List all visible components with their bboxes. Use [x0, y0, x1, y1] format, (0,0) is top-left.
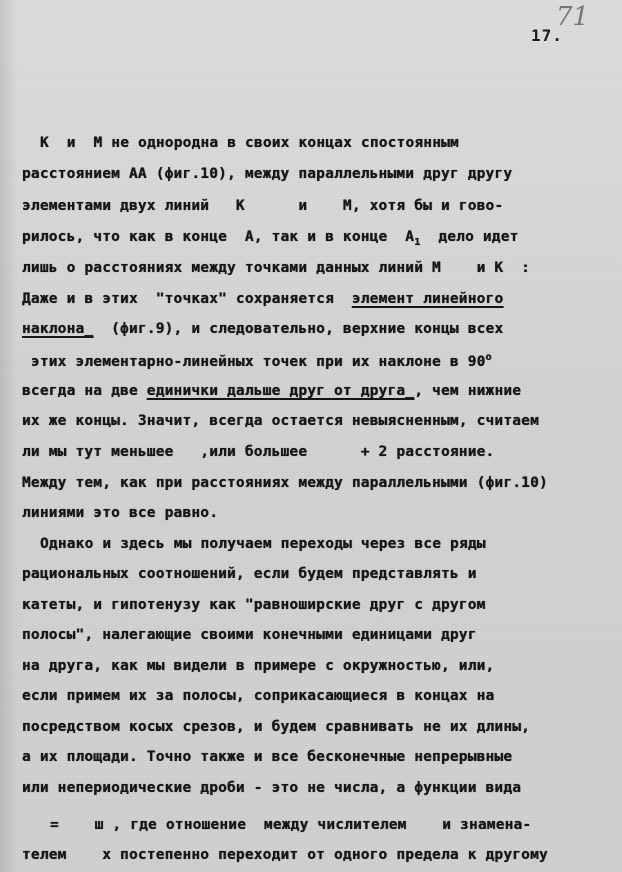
text-segment: = ш , где отношение между числителем и знамена- [50, 817, 532, 833]
text-line [22, 720, 530, 734]
text-segment: Однако и здесь мы получаем переходы через все ряды [40, 536, 486, 552]
text-line [22, 445, 494, 459]
text-line [22, 506, 218, 520]
text-segment: этих элементарно-линейных точек при их наклоне в 90 [22, 353, 486, 370]
text-line [22, 476, 548, 490]
text-line [40, 537, 486, 551]
text-line [22, 292, 503, 306]
underlined-phrase: единички дальше друг от друга_ [146, 383, 415, 399]
text-segment: если примем их за полосы, соприкасающиеся в концах на [22, 688, 495, 704]
text-line [22, 261, 530, 275]
text-line [22, 659, 494, 673]
text-segment: телем х постепенно переходит от одного предела к другому [22, 847, 548, 863]
text-segment: o [485, 352, 492, 363]
text-segment: Даже и в этих "точках" сохраняется [22, 291, 352, 307]
text-segment: всегда на две [22, 383, 147, 399]
text-line [22, 167, 512, 181]
text-segment: посредством косых срезов, и будем сравнивать не их длины, [22, 719, 531, 735]
text-segment: на друга, как мы видели в примере с окружностью, или, [22, 658, 495, 674]
text-segment: (фиг.9), и следовательно, верхние концы всех [93, 321, 504, 337]
text-segment: , чем нижние [414, 383, 522, 399]
text-line [22, 781, 521, 795]
text-line [22, 230, 519, 248]
text-line [22, 384, 521, 398]
page-number: 17. [531, 26, 563, 45]
underlined-phrase: наклона_ [22, 321, 94, 337]
text-line [22, 414, 539, 428]
text-segment: катеты, и гипотенузу как "равноширские друг с другом [22, 597, 486, 613]
text-segment: полосы", налегающие своими конечными единицами друг [22, 627, 477, 643]
text-line [22, 322, 503, 336]
text-segment: или непериодические дроби - это не числа, а функции вида [22, 780, 522, 796]
text-line [22, 750, 512, 764]
text-segment: Между тем, как при расстояниях между параллельными (фиг.10) [22, 475, 548, 491]
text-segment: линиями это все равно. [22, 505, 219, 521]
text-segment: 1 [414, 236, 421, 248]
text-segment: лишь о расстояниях между точками данных линий М и К : [22, 260, 531, 276]
text-line [40, 136, 459, 150]
text-segment: расстоянием АА (фиг.10), между параллельными друг другу [22, 166, 513, 182]
text-line [22, 689, 494, 703]
text-line [22, 199, 503, 213]
text-segment: рациональных соотношений, если будем представлять и [22, 566, 477, 582]
text-line [22, 598, 486, 612]
text-segment: ли мы тут меньшее ,или большее + 2 расстояние. [22, 444, 495, 460]
underlined-phrase: элемент линейного [351, 291, 504, 307]
text-segment: К и М не однородна в своих концах спостоянным [40, 135, 459, 151]
text-segment: дело идет [420, 229, 519, 245]
text-line [22, 628, 477, 642]
text-line [22, 567, 477, 581]
text-segment: их же концы. Значит, всегда остается невыясненным, считаем [22, 413, 540, 429]
text-line [22, 848, 548, 862]
text-segment: элементами двух линий К и М, хотя бы и гово- [22, 198, 504, 214]
text-line [50, 818, 531, 832]
text-segment: а их площади. Точно также и все бесконечные непрерывные [22, 749, 513, 765]
archive-handwritten-number: 71 [556, 2, 590, 32]
text-segment: рилось, что как в конце А, так и в конце А [22, 229, 415, 245]
text-line [22, 353, 492, 369]
